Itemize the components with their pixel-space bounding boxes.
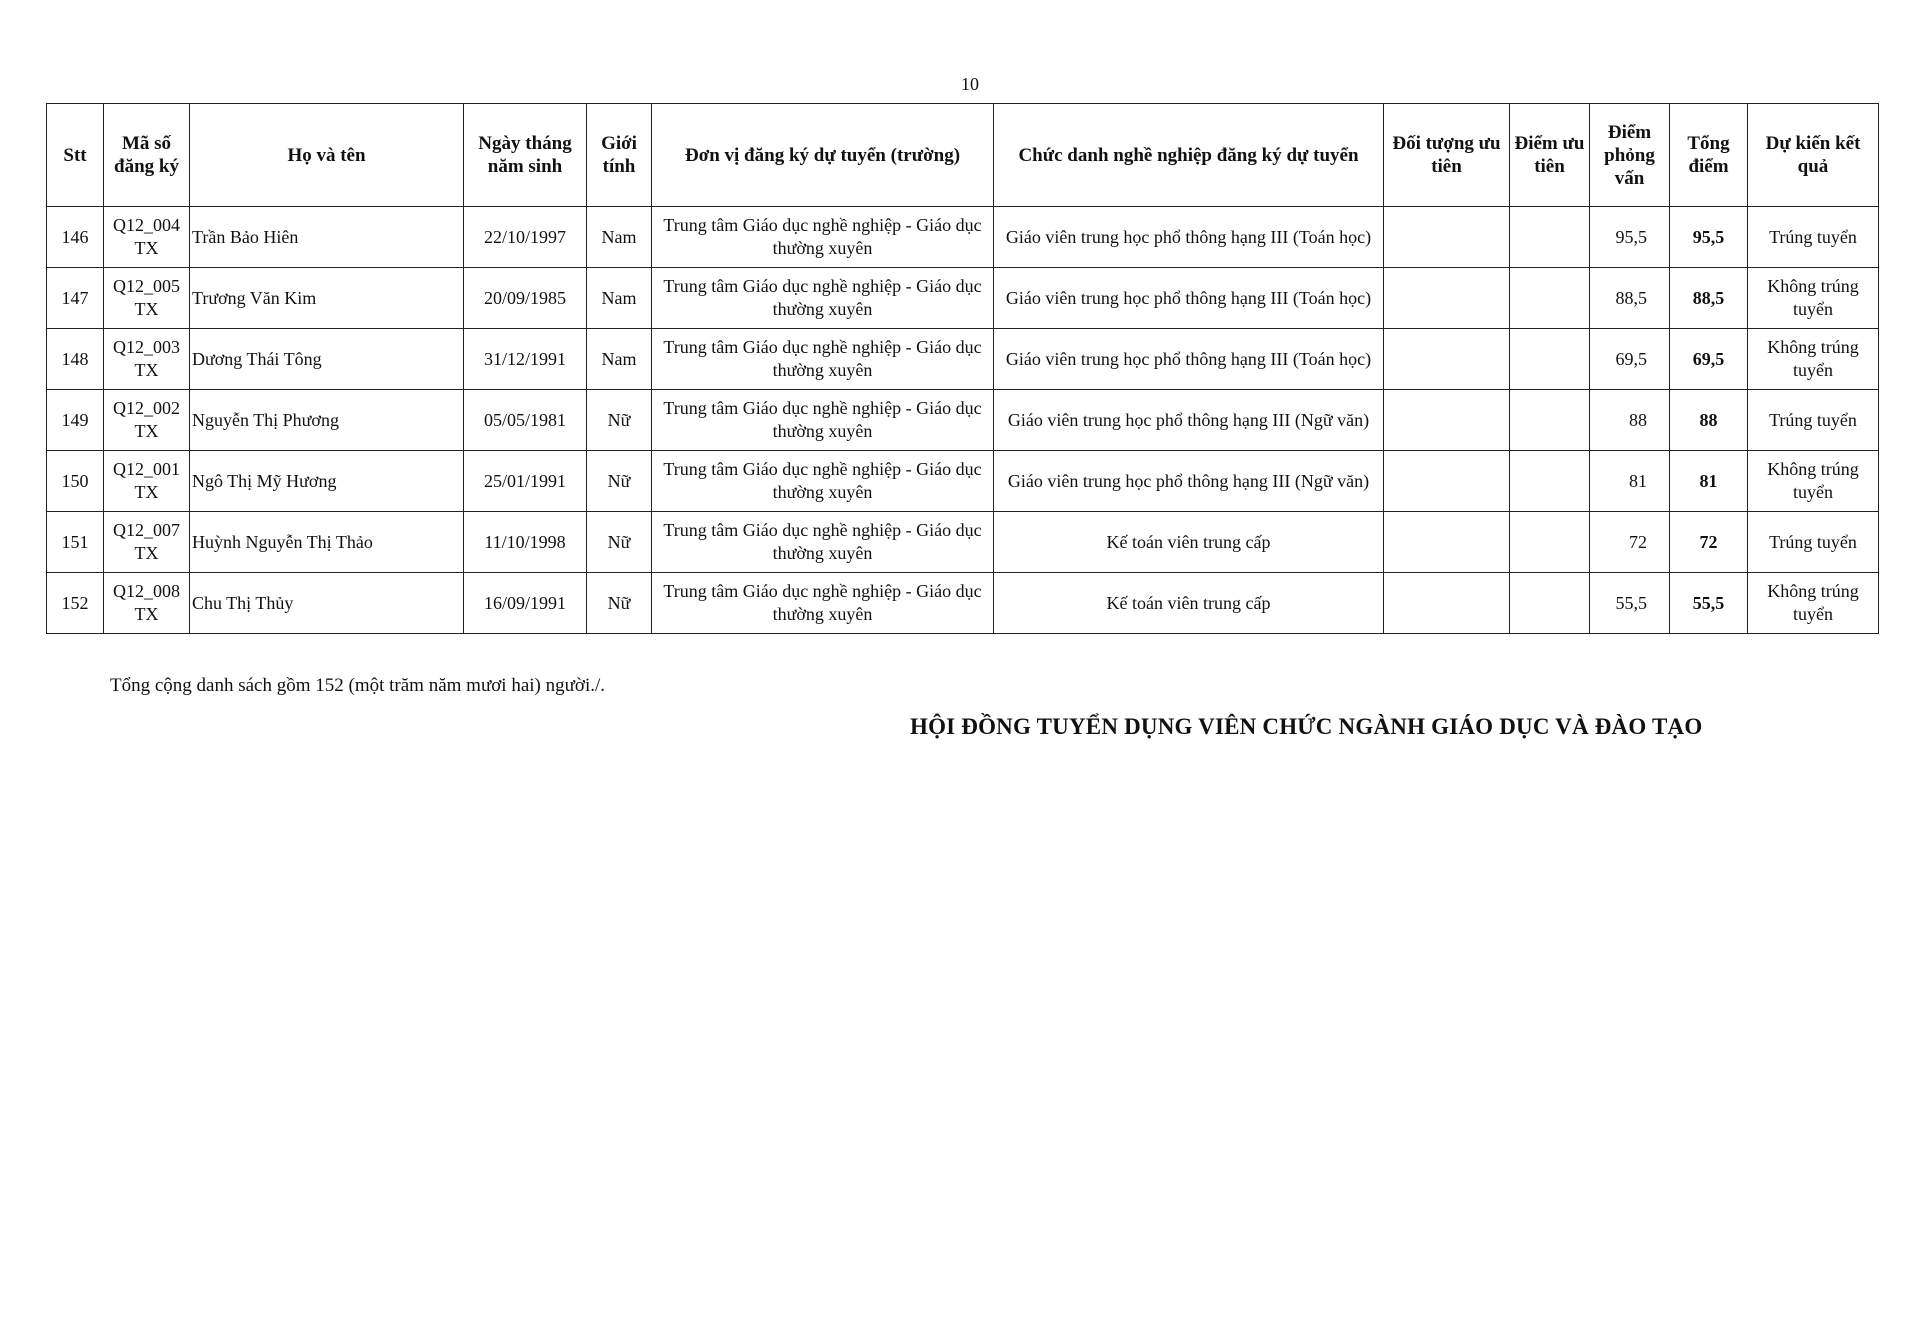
table-row [47, 329, 1879, 390]
cell-gender: Nữ [587, 451, 652, 512]
header-registered-unit: Đơn vị đăng ký dự tuyển (trường) [652, 104, 994, 207]
cell-total-score: 88,5 [1670, 268, 1748, 329]
cell-stt: 150 [47, 451, 104, 512]
cell-interview-score: 81 [1590, 451, 1670, 512]
cell-position: Giáo viên trung học phổ thông hạng III (Toán học) [994, 207, 1384, 268]
cell-date-of-birth: 16/09/1991 [464, 573, 587, 634]
cell-position: Giáo viên trung học phổ thông hạng III (Toán học) [994, 329, 1384, 390]
cell-date-of-birth: 05/05/1981 [464, 390, 587, 451]
cell-date-of-birth: 25/01/1991 [464, 451, 587, 512]
header-priority-score: Điểm ưu tiên [1510, 104, 1590, 207]
cell-registration-code: Q12_004 TX [104, 207, 190, 268]
cell-registration-code: Q12_005 TX [104, 268, 190, 329]
cell-registration-code: Q12_008 TX [104, 573, 190, 634]
table-row [47, 512, 1879, 573]
cell-interview-score: 72 [1590, 512, 1670, 573]
cell-priority-group [1384, 207, 1510, 268]
cell-date-of-birth: 31/12/1991 [464, 329, 587, 390]
list-summary: Tổng cộng danh sách gồm 152 (một trăm năm mươi hai) người./. [110, 675, 606, 696]
header-gender: Giới tính [587, 104, 652, 207]
cell-gender: Nữ [587, 512, 652, 573]
table-row [47, 451, 1879, 512]
cell-total-score: 81 [1670, 451, 1748, 512]
cell-position: Kế toán viên trung cấp [994, 573, 1384, 634]
cell-date-of-birth: 20/09/1985 [464, 268, 587, 329]
table-row [47, 207, 1879, 268]
cell-expected-result: Trúng tuyển [1748, 512, 1879, 573]
cell-full-name: Ngô Thị Mỹ Hương [190, 451, 464, 512]
cell-expected-result: Không trúng tuyển [1748, 573, 1879, 634]
cell-full-name: Nguyễn Thị Phương [190, 390, 464, 451]
cell-expected-result: Trúng tuyển [1748, 390, 1879, 451]
cell-registered-unit: Trung tâm Giáo dục nghề nghiệp - Giáo dục thường xuyên [652, 329, 994, 390]
header-registration-code: Mã số đăng ký [104, 104, 190, 207]
cell-stt: 147 [47, 268, 104, 329]
cell-priority-score [1510, 268, 1590, 329]
cell-total-score: 72 [1670, 512, 1748, 573]
cell-full-name: Trần Bảo Hiên [190, 207, 464, 268]
cell-priority-score [1510, 451, 1590, 512]
header-full-name: Họ và tên [190, 104, 464, 207]
header-stt: Stt [47, 104, 104, 207]
cell-registration-code: Q12_003 TX [104, 329, 190, 390]
cell-registered-unit: Trung tâm Giáo dục nghề nghiệp - Giáo dục thường xuyên [652, 512, 994, 573]
cell-gender: Nam [587, 207, 652, 268]
recruitment-results-table [46, 103, 1879, 634]
cell-priority-group [1384, 451, 1510, 512]
cell-full-name: Huỳnh Nguyễn Thị Thảo [190, 512, 464, 573]
cell-full-name: Dương Thái Tông [190, 329, 464, 390]
cell-expected-result: Không trúng tuyển [1748, 451, 1879, 512]
cell-registered-unit: Trung tâm Giáo dục nghề nghiệp - Giáo dục thường xuyên [652, 390, 994, 451]
cell-registered-unit: Trung tâm Giáo dục nghề nghiệp - Giáo dục thường xuyên [652, 207, 994, 268]
cell-gender: Nam [587, 329, 652, 390]
cell-priority-group [1384, 268, 1510, 329]
cell-expected-result: Không trúng tuyển [1748, 329, 1879, 390]
cell-stt: 146 [47, 207, 104, 268]
cell-gender: Nữ [587, 573, 652, 634]
cell-priority-group [1384, 573, 1510, 634]
header-date-of-birth: Ngày tháng năm sinh [464, 104, 587, 207]
cell-date-of-birth: 22/10/1997 [464, 207, 587, 268]
table-row [47, 390, 1879, 451]
cell-full-name: Chu Thị Thủy [190, 573, 464, 634]
cell-total-score: 55,5 [1670, 573, 1748, 634]
cell-priority-score [1510, 573, 1590, 634]
cell-stt: 151 [47, 512, 104, 573]
cell-interview-score: 69,5 [1590, 329, 1670, 390]
cell-priority-score [1510, 512, 1590, 573]
cell-registration-code: Q12_002 TX [104, 390, 190, 451]
cell-full-name: Trương Văn Kim [190, 268, 464, 329]
cell-registered-unit: Trung tâm Giáo dục nghề nghiệp - Giáo dục thường xuyên [652, 268, 994, 329]
cell-priority-group [1384, 329, 1510, 390]
cell-priority-group [1384, 390, 1510, 451]
cell-total-score: 88 [1670, 390, 1748, 451]
cell-position: Giáo viên trung học phổ thông hạng III (Ngữ văn) [994, 451, 1384, 512]
header-total-score: Tổng điểm [1670, 104, 1748, 207]
cell-registered-unit: Trung tâm Giáo dục nghề nghiệp - Giáo dục thường xuyên [652, 451, 994, 512]
cell-gender: Nam [587, 268, 652, 329]
header-expected-result: Dự kiến kết quả [1748, 104, 1879, 207]
cell-priority-score [1510, 207, 1590, 268]
cell-stt: 149 [47, 390, 104, 451]
cell-registration-code: Q12_007 TX [104, 512, 190, 573]
council-title: HỘI ĐỒNG TUYỂN DỤNG VIÊN CHỨC NGÀNH GIÁO DỤC VÀ ĐÀO TẠO [910, 714, 1703, 739]
cell-priority-group [1384, 512, 1510, 573]
table-row [47, 573, 1879, 634]
table-header-row [47, 104, 1879, 207]
cell-date-of-birth: 11/10/1998 [464, 512, 587, 573]
cell-expected-result: Không trúng tuyển [1748, 268, 1879, 329]
cell-registered-unit: Trung tâm Giáo dục nghề nghiệp - Giáo dục thường xuyên [652, 573, 994, 634]
cell-interview-score: 88 [1590, 390, 1670, 451]
table-row [47, 268, 1879, 329]
cell-interview-score: 55,5 [1590, 573, 1670, 634]
header-interview-score: Điểm phỏng vấn [1590, 104, 1670, 207]
cell-interview-score: 88,5 [1590, 268, 1670, 329]
cell-position: Giáo viên trung học phổ thông hạng III (Toán học) [994, 268, 1384, 329]
header-priority-group: Đối tượng ưu tiên [1384, 104, 1510, 207]
cell-interview-score: 95,5 [1590, 207, 1670, 268]
cell-position: Kế toán viên trung cấp [994, 512, 1384, 573]
cell-stt: 152 [47, 573, 104, 634]
cell-gender: Nữ [587, 390, 652, 451]
cell-expected-result: Trúng tuyển [1748, 207, 1879, 268]
cell-position: Giáo viên trung học phổ thông hạng III (Ngữ văn) [994, 390, 1384, 451]
cell-stt: 148 [47, 329, 104, 390]
page-number: 10 [961, 74, 979, 94]
cell-priority-score [1510, 329, 1590, 390]
cell-total-score: 69,5 [1670, 329, 1748, 390]
header-position: Chức danh nghề nghiệp đăng ký dự tuyển [994, 104, 1384, 207]
cell-priority-score [1510, 390, 1590, 451]
cell-registration-code: Q12_001 TX [104, 451, 190, 512]
cell-total-score: 95,5 [1670, 207, 1748, 268]
